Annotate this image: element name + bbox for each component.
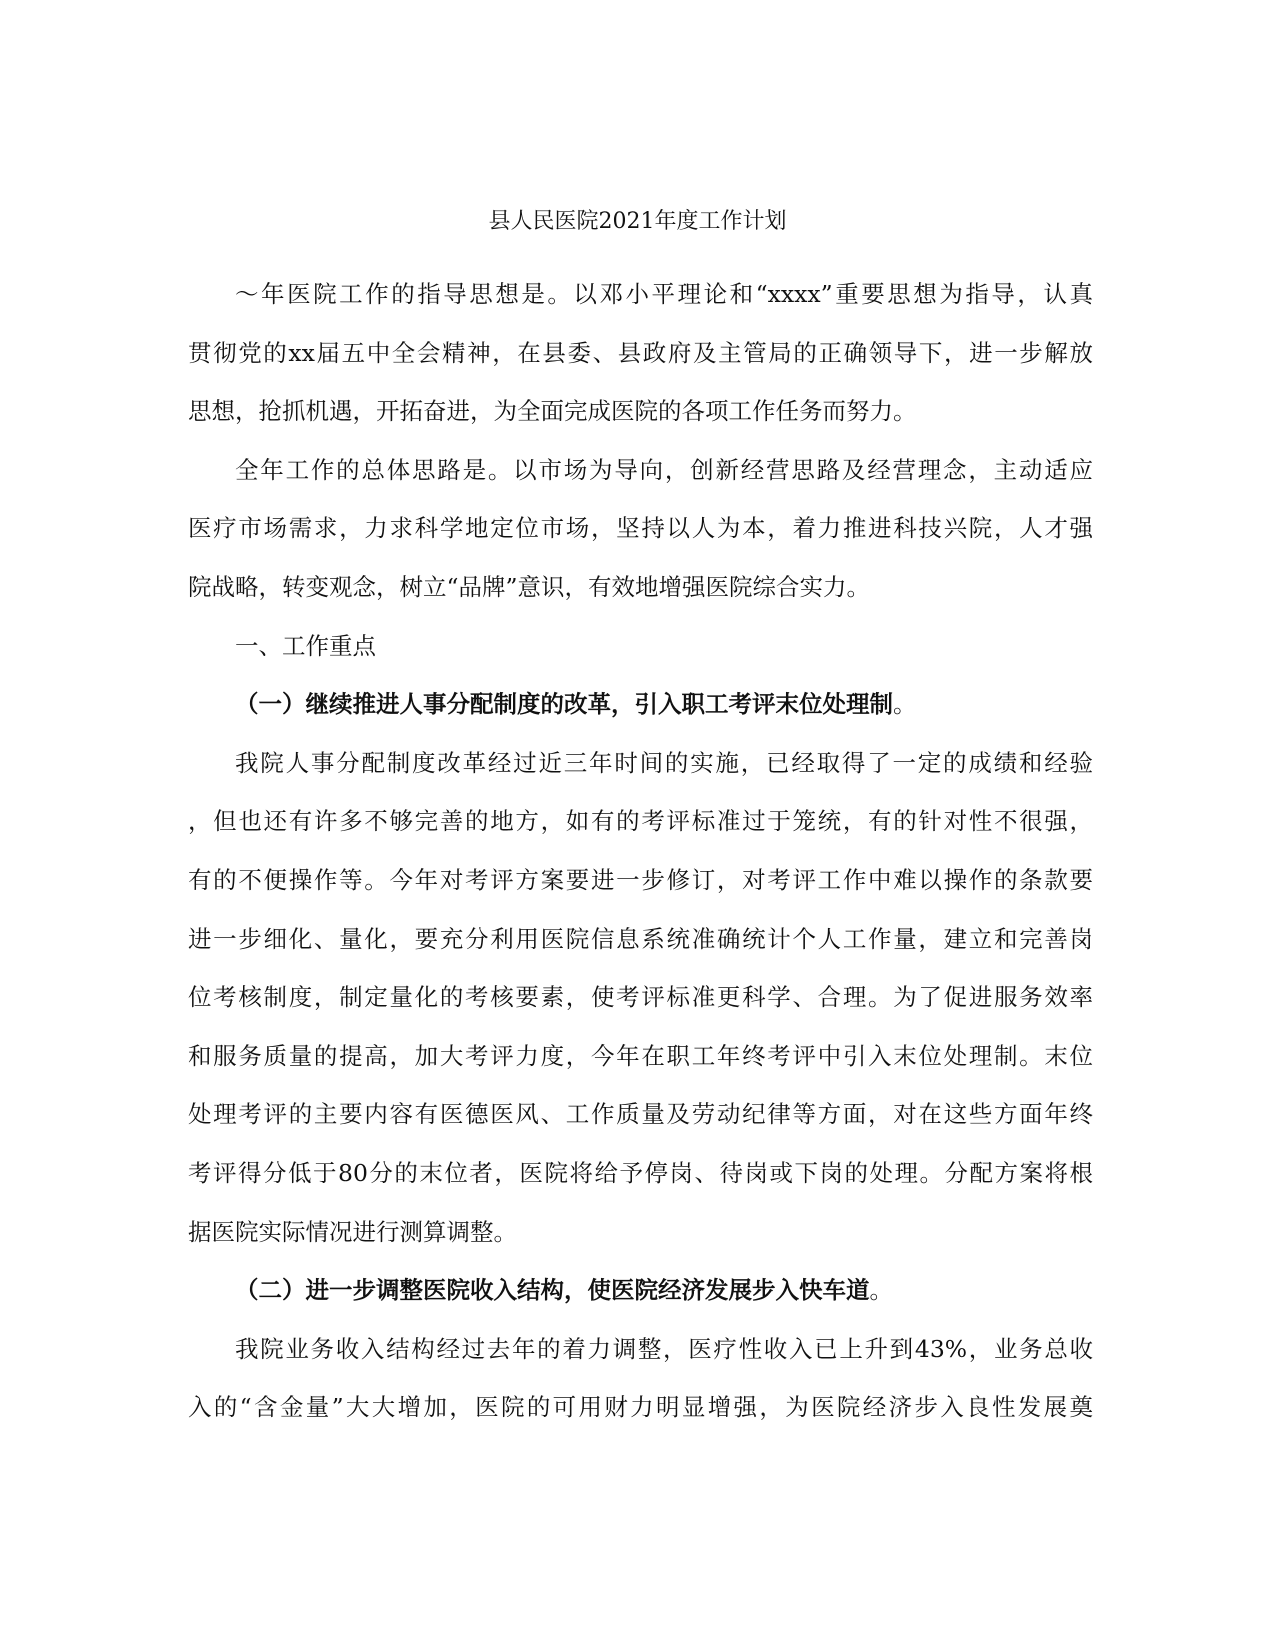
paragraph-line: ～年医院工作的指导思想是。以邓小平理论和“xxxx”重要思想为指导，认真: [235, 280, 1093, 308]
paragraph-line: 有的不便操作等。今年对考评方案要进一步修订，对考评工作中难以操作的条款要: [188, 865, 1093, 894]
paragraph-line: 考评得分低于80分的末位者，医院将给予停岗、待岗或下岗的处理。分配方案将根: [188, 1158, 1093, 1187]
document-body: [188, 278, 1093, 1450]
paragraph-line: 处理考评的主要内容有医德医风、工作质量及劳动纪律等方面，对在这些方面年终: [188, 1100, 1093, 1129]
paragraph-line: 我院业务收入结构经过去年的着力调整，医疗性收入已上升到43%，业务总收: [235, 1334, 1093, 1363]
paragraph-line: 和服务质量的提高，加大考评力度，今年在职工年终考评中引入末位处理制。末位: [188, 1041, 1093, 1070]
paragraph-line: 入的“含金量”大大增加，医院的可用财力明显增强，为医院经济步入良性发展奠: [188, 1393, 1093, 1422]
paragraph-line: 据医院实际情况进行测算调整。: [188, 1217, 517, 1246]
paragraph-line: 贯彻党的xx届五中全会精神，在县委、县政府及主管局的正确领导下，进一步解放: [188, 338, 1093, 367]
subsection-heading-2: [188, 1274, 1093, 1333]
heading-period: 。: [869, 1276, 893, 1305]
subsection-heading-1: [188, 688, 1093, 747]
paragraph-line: 进一步细化、量化，要充分利用医院信息系统准确统计个人工作量，建立和完善岗: [188, 924, 1093, 953]
subsection-heading-text: （一）继续推进人事分配制度的改革，引入职工考评末位处理制: [235, 690, 893, 719]
paragraph-line: ，但也还有许多不够完善的地方，如有的考评标准过于笼统，有的针对性不很强，: [188, 807, 1093, 836]
paragraph-line: 医疗市场需求，力求科学地定位市场，坚持以人为本，着力推进科技兴院，人才强: [188, 514, 1093, 543]
heading-period: 。: [893, 690, 917, 719]
paragraph-line: 思想，抢抓机遇，开拓奋进，为全面完成医院的各项工作任务而努力。: [188, 397, 917, 426]
paragraph-line: 全年工作的总体思路是。以市场为导向，创新经营思路及经营理念，主动适应: [235, 455, 1093, 484]
paragraph-line: 我院人事分配制度改革经过近三年时间的实施，已经取得了一定的成绩和经验: [235, 748, 1093, 777]
paragraph-line: 院战略，转变观念，树立“品牌”意识，有效地增强医院综合实力。: [188, 572, 871, 601]
paragraph-line: 位考核制度，制定量化的考核要素，使考评标准更科学、合理。为了促进服务效率: [188, 983, 1093, 1012]
subsection-heading-text: （二）进一步调整医院收入结构，使医院经济发展步入快车道: [235, 1276, 870, 1305]
section-heading: 一、工作重点: [235, 631, 376, 660]
document-title: 县人民医院2021年度工作计划: [488, 209, 787, 234]
